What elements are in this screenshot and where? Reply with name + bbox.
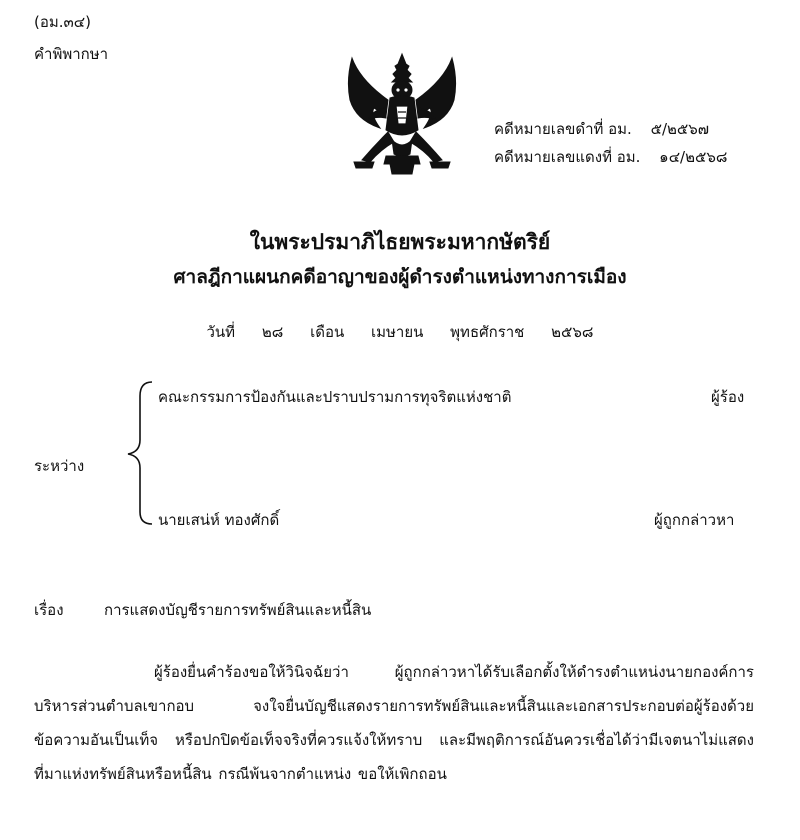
year-value: ๒๕๖๘ (551, 323, 594, 341)
month-label: เดือน (310, 323, 345, 341)
curly-brace (118, 378, 158, 528)
year-label: พุทธศักราช (450, 323, 525, 341)
subject-label: เรื่อง (34, 601, 64, 619)
garuda-emblem-icon (340, 50, 465, 178)
form-code: (อม.๓๔) (34, 13, 91, 31)
defendant-name: นายเสน่ห์ ทองศักดิ์ (158, 511, 280, 529)
month-value: เมษายน (371, 323, 424, 341)
day-value: ๒๘ (261, 323, 284, 341)
defendant-role: ผู้ถูกกล่าวหา (654, 511, 735, 529)
between-label: ระหว่าง (34, 457, 85, 475)
case-black-number: ๕/๒๕๖๗ (650, 120, 710, 138)
judgment-body-paragraph: ผู้ร้องยื่นคำร้องขอให้วินิจฉัยว่า ผู้ถูกกล่าวหาได้รับเลือกตั้งให้ดำรงตำแหน่งนายกองค์การบริหารส่วนตำบลเขากอบ จงใจยื่นบัญชีแสดงรายการทรัพย์สินและหนี้สินและเอกสารประกอบต่อผู้ร้องด้วยข้อความอันเป็นเท็จ หรือปกปิดข้อเท็จจริงที่ควรแจ้งให้ทราบ และมีพฤติการณ์อันควรเชื่อได้ว่ามีเจตนาไม่แสดงที่มาแห่งทรัพย์สินหรือหนี้สิน กรณีพ้นจากตำแหน่ง ขอให้เพิกถอน (34, 663, 754, 783)
royal-title: ในพระปรมาภิไธยพระมหากษัตริย์ (249, 230, 551, 254)
plaintiff-name: คณะกรรมการป้องกันและปราบปรามการทุจริตแห่งชาติ (158, 388, 512, 406)
case-red-number: ๑๔/๒๕๖๘ (659, 148, 728, 166)
case-black-number-line (494, 117, 709, 141)
document-type: คำพิพากษา (34, 45, 109, 63)
case-red-number-line (494, 145, 727, 169)
case-black-label: คดีหมายเลขดำที่ อม. (494, 120, 632, 138)
court-name: ศาลฎีกาแผนกคดีอาญาของผู้ดำรงตำแหน่งทางการเมือง (173, 266, 627, 288)
subject-text: การแสดงบัญชีรายการทรัพย์สินและหนี้สิน (104, 601, 372, 619)
day-label: วันที่ (206, 323, 236, 341)
judgment-date (0, 320, 800, 344)
case-red-label: คดีหมายเลขแดงที่ อม. (494, 148, 641, 166)
plaintiff-role: ผู้ร้อง (711, 388, 745, 406)
